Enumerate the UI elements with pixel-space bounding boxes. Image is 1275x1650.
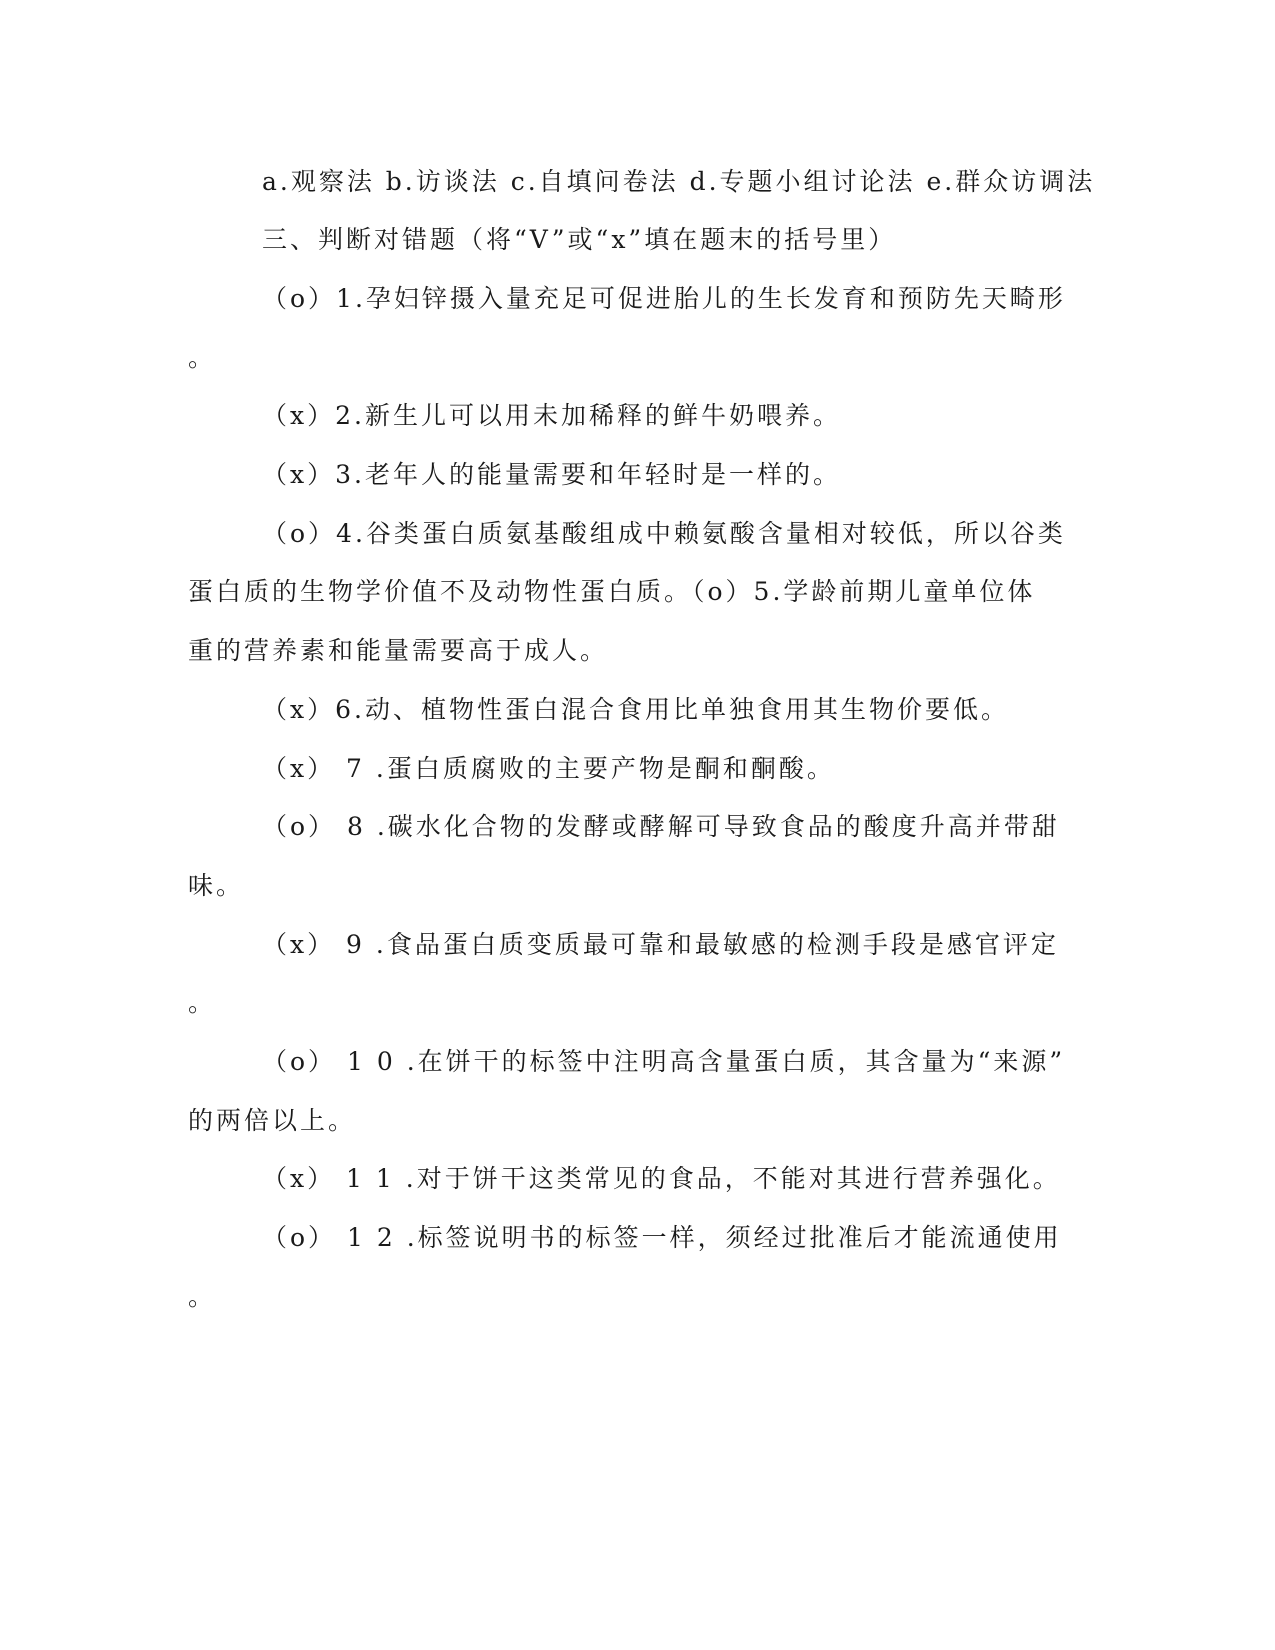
question-3: （x）3.老年人的能量需要和年轻时是一样的。: [262, 460, 841, 489]
question-1-continued: 。: [188, 343, 217, 372]
survey-method-options: a.观察法 b.访谈法 c.自填问卷法 d.专题小组讨论法 e.群众访调法: [262, 167, 1096, 196]
question-5-continued: 重的营养素和能量需要高于成人。: [188, 636, 609, 665]
question-9: （x） 9 .食品蛋白质变质最可靠和最敏感的检测手段是感官评定: [262, 930, 1059, 959]
question-4: （o）4.谷类蛋白质氨基酸组成中赖氨酸含量相对较低，所以谷类: [262, 519, 1066, 548]
question-8-continued: 味。: [188, 871, 245, 900]
question-1: （o）1.孕妇锌摄入量充足可促进胎儿的生长发育和预防先天畸形: [262, 284, 1066, 313]
question-7: （x） 7 .蛋白质腐败的主要产物是酮和酮酸。: [262, 754, 835, 783]
question-11: （x） 1 1 .对于饼干这类常见的食品，不能对其进行营养强化。: [262, 1164, 1061, 1193]
question-2: （x）2.新生儿可以用未加稀释的鲜牛奶喂养。: [262, 401, 841, 430]
question-10: （o） 1 0 .在饼干的标签中注明高含量蛋白质，其含量为“来源”: [262, 1047, 1066, 1076]
question-12-continued: 。: [188, 1282, 217, 1311]
question-8: （o） 8 .碳水化合物的发酵或酵解可导致食品的酸度升高并带甜: [262, 812, 1060, 841]
question-10-continued: 的两倍以上。: [188, 1106, 357, 1135]
section-heading-true-false: 三、判断对错题（将“V”或“x”填在题末的括号里）: [262, 225, 897, 254]
question-6: （x）6.动、植物性蛋白混合食用比单独食用其生物价要低。: [262, 695, 1009, 724]
question-12: （o） 1 2 .标签说明书的标签一样，须经过批准后才能流通使用: [262, 1223, 1062, 1252]
question-9-continued: 。: [188, 988, 217, 1017]
question-4-continued-question-5: 蛋白质的生物学价值不及动物性蛋白质。（o）5.学龄前期儿童单位体: [188, 577, 1036, 606]
